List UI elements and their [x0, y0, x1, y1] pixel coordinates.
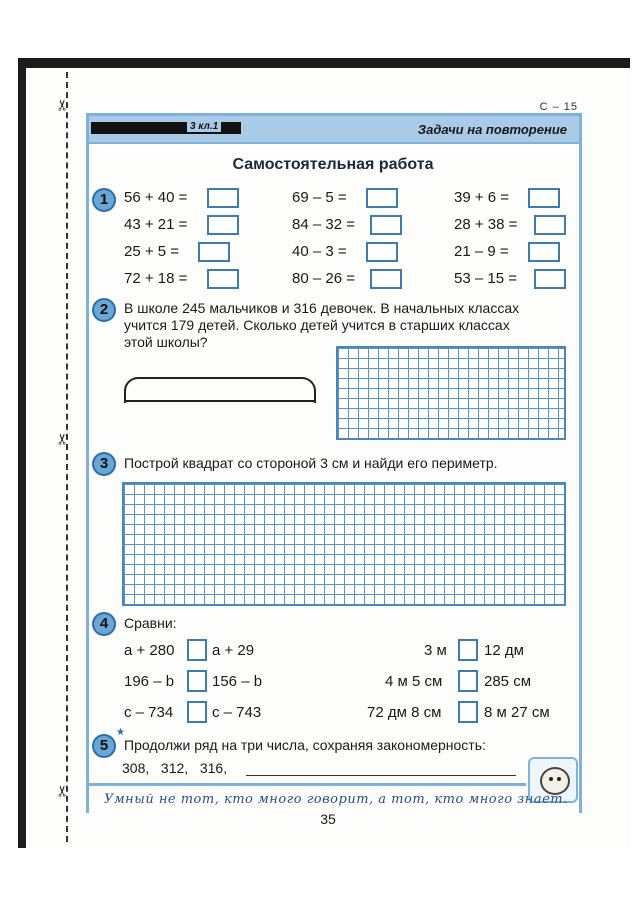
example-1-3: 25 + 5 = — [124, 243, 180, 260]
task-number-3: 3 — [92, 452, 116, 476]
example-2-3: 40 – 3 = — [292, 243, 347, 260]
task-2-line-3: этой школы? — [124, 334, 208, 350]
example-3-2: 28 + 38 = — [454, 216, 518, 233]
example-1-2: 43 + 21 = — [124, 216, 188, 233]
page-code: С – 15 — [539, 101, 578, 113]
scan-edge-top — [18, 58, 630, 68]
task-number-5: 5 — [92, 734, 116, 758]
star-icon: ★ — [116, 727, 125, 738]
answer-grid-task-3[interactable] — [122, 482, 566, 606]
task-4-text: Сравни: — [124, 615, 177, 631]
task-5-text: Продолжи ряд на три числа, сохраняя закономерность: — [124, 737, 486, 753]
frame-bottom-border — [86, 783, 526, 786]
answer-box[interactable] — [207, 269, 239, 289]
compare-left-6: 72 дм 8 см — [367, 704, 442, 721]
example-2-1: 69 – 5 = — [292, 189, 347, 206]
task-3-text: Построй квадрат со стороной 3 см и найди его периметр. — [124, 455, 498, 471]
answer-box[interactable] — [370, 269, 402, 289]
task-2-line-2: учится 179 детей. Сколько детей учится в старших классах — [124, 317, 510, 333]
task-number-1: 1 — [92, 188, 116, 212]
compare-box[interactable] — [187, 670, 207, 692]
compare-right-4: 12 дм — [484, 642, 524, 659]
compare-left-2: 196 – b — [124, 673, 175, 690]
example-3-1: 39 + 6 = — [454, 189, 510, 206]
example-2-2: 84 – 32 = — [292, 216, 355, 233]
example-2-4: 80 – 26 = — [292, 270, 355, 287]
compare-box[interactable] — [187, 701, 207, 723]
example-1-1: 56 + 40 = — [124, 189, 188, 206]
answer-line[interactable] — [246, 775, 516, 776]
answer-box[interactable] — [534, 215, 566, 235]
scissors-icon: ✂ — [54, 98, 72, 112]
scan-edge-left — [18, 58, 26, 848]
worksheet-title: Самостоятельная работа — [232, 156, 434, 173]
answer-box[interactable] — [534, 269, 566, 289]
answer-box[interactable] — [207, 215, 239, 235]
answer-box[interactable] — [366, 242, 398, 262]
compare-left-3: c – 734 — [124, 704, 174, 721]
compare-right-2: 156 – b — [212, 673, 263, 690]
ink-smudge: 3 кл.1 — [91, 122, 241, 134]
answer-box[interactable] — [366, 188, 398, 208]
answer-box[interactable] — [370, 215, 402, 235]
compare-box[interactable] — [458, 701, 478, 723]
task-2-line-1: В школе 245 мальчиков и 316 девочек. В начальных классах — [124, 300, 520, 316]
example-3-3: 21 – 9 = — [454, 243, 509, 260]
task-number-4: 4 — [92, 612, 116, 636]
task-5-sequence: 308, 312, 316, — [122, 760, 228, 776]
cut-line — [66, 72, 68, 842]
scissors-icon: ✂ — [54, 432, 72, 446]
answer-box[interactable] — [198, 242, 230, 262]
compare-box[interactable] — [458, 670, 478, 692]
example-1-4: 72 + 18 = — [124, 270, 188, 287]
answer-box[interactable] — [207, 188, 239, 208]
section-header — [89, 116, 579, 144]
compare-left-4: 3 м — [424, 642, 447, 659]
compare-right-3: c – 743 — [212, 704, 262, 721]
answer-box[interactable] — [528, 242, 560, 262]
scissors-icon: ✂ — [54, 784, 72, 798]
proverb: Умный не тот, кто много говорит, а тот, кто много знает. — [104, 792, 568, 807]
task-number-2: 2 — [92, 298, 116, 322]
section-title: Задачи на повторение — [417, 122, 567, 137]
compare-left-1: a + 280 — [124, 642, 175, 659]
diagram-segment — [124, 400, 316, 402]
answer-box[interactable] — [528, 188, 560, 208]
page-number: 35 — [320, 811, 336, 827]
compare-left-5: 4 м 5 см — [385, 673, 443, 690]
compare-right-5: 285 см — [484, 673, 532, 690]
answer-grid-task-2[interactable] — [336, 346, 566, 440]
compare-right-6: 8 м 27 см — [484, 704, 550, 721]
compare-box[interactable] — [458, 639, 478, 661]
example-3-4: 53 – 15 = — [454, 270, 517, 287]
compare-box[interactable] — [187, 639, 207, 661]
compare-right-1: a + 29 — [212, 642, 255, 659]
